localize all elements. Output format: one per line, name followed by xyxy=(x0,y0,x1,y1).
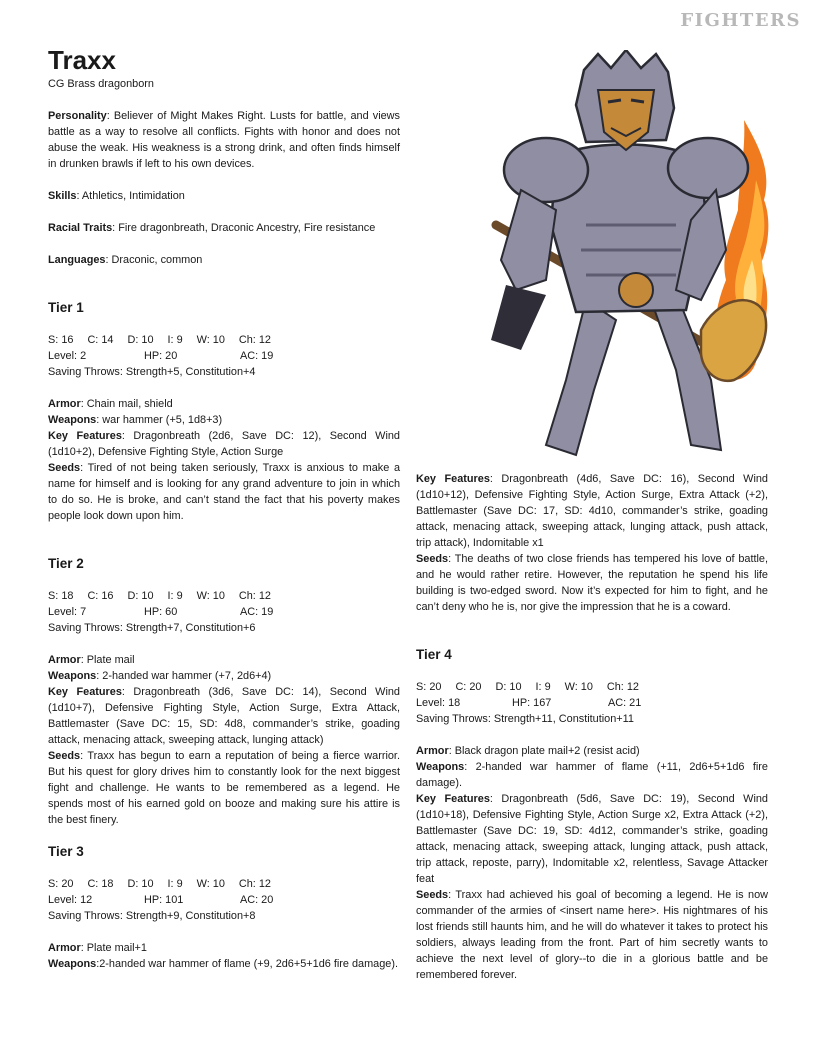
left-leg xyxy=(546,300,616,455)
armor-line xyxy=(48,652,400,668)
tier-title: Tier 4 xyxy=(416,647,452,662)
skills-text: : Athletics, Intimidation xyxy=(76,190,185,202)
saving-throws: Saving Throws: Strength+5, Constitution+4 xyxy=(48,366,256,378)
armor-label: Armor xyxy=(48,398,81,410)
tier-1-section xyxy=(48,300,400,524)
features-line xyxy=(416,791,768,887)
features-line xyxy=(48,428,400,460)
level-row xyxy=(48,604,400,620)
hit-points: HP: 20 xyxy=(144,350,178,362)
personality-label: Personality xyxy=(48,110,107,122)
armor-class: AC: 19 xyxy=(240,350,274,362)
character-name: Traxx xyxy=(48,45,116,75)
stat-con: C: 16 xyxy=(87,590,114,602)
seeds-label: Seeds xyxy=(416,553,449,565)
seeds-text: : Traxx has begun to earn a reputation of being a fierce warrior. But his quest for glory drives him to constantly look for the next biggest fight and challenge. He wants to be remembered as a legend. He spends most of his earned gold on booze and making sure his attire is the best finery. xyxy=(48,750,400,826)
seeds-label: Seeds xyxy=(416,889,449,901)
level-row xyxy=(48,348,400,364)
racial-label: Racial Traits xyxy=(48,222,113,234)
left-gauntlet xyxy=(491,285,546,350)
armor-label: Armor xyxy=(48,942,81,954)
hit-points: HP: 60 xyxy=(144,606,178,618)
seeds-label: Seeds xyxy=(48,462,81,474)
character-subtitle: CG Brass dragonborn xyxy=(48,78,154,90)
armor-class: AC: 21 xyxy=(608,697,642,709)
saving-throws: Saving Throws: Strength+11, Constitution+11 xyxy=(416,713,634,725)
left-column xyxy=(48,44,400,972)
armor-class: AC: 19 xyxy=(240,606,274,618)
armor-label: Armor xyxy=(416,745,449,757)
seeds-text: : The deaths of two close friends has tempered his love of battle, and he would rather retire. However, the reputation he spend his life building is two-edged sword. Now it’s expected for him to fight, and he can’t deny who he is, nor give the impression that he is a coward. xyxy=(416,553,768,613)
left-pauldron xyxy=(504,138,588,202)
stat-int: I: 9 xyxy=(167,590,183,602)
racial-paragraph xyxy=(48,220,400,236)
weapons-text: : war hammer (+5, 1d8+3) xyxy=(96,414,223,426)
features-line xyxy=(48,684,400,748)
languages-label: Languages xyxy=(48,254,106,266)
weapons-label: Weapons xyxy=(416,761,465,773)
features-label: Key Features xyxy=(48,430,122,442)
ability-scores xyxy=(416,679,768,695)
stat-con: C: 14 xyxy=(87,334,114,346)
features-label: Key Features xyxy=(48,686,122,698)
armor-line xyxy=(48,940,400,956)
stat-int: I: 9 xyxy=(167,878,183,890)
hammer-head xyxy=(701,300,766,381)
section-header: FIGHTERS xyxy=(680,10,801,31)
right-fist xyxy=(619,273,653,307)
stat-str: S: 20 xyxy=(416,681,442,693)
stat-int: I: 9 xyxy=(535,681,551,693)
stat-con: C: 18 xyxy=(87,878,114,890)
languages-text: : Draconic, common xyxy=(105,254,203,266)
skills-paragraph xyxy=(48,188,400,204)
stat-cha: Ch: 12 xyxy=(238,334,271,346)
armor-text: : Plate mail xyxy=(80,654,135,666)
stat-int: I: 9 xyxy=(167,334,183,346)
saving-throws: Saving Throws: Strength+9, Constitution+8 xyxy=(48,910,256,922)
features-text: : Dragonbreath (4d6, Save DC: 16), Second Wind (1d10+12), Defensive Fighting Style, Action Surge, Extra Attack (+2), Battlemaster (Save DC: 17, SD: 4d10, commander’s strike, goading attack, menacing attack, sweeping attack, lunging attack, push attack, trip attack), Indomitable x1 xyxy=(416,473,768,549)
racial-text: : Fire dragonbreath, Draconic Ancestry, Fire resistance xyxy=(112,222,376,234)
level: Level: 2 xyxy=(48,350,87,362)
armor-line xyxy=(48,396,400,412)
weapons-text: :2-handed war hammer of flame (+9, 2d6+5+1d6 fire damage). xyxy=(96,958,399,970)
weapons-text: : 2-handed war hammer of flame (+11, 2d6+5+1d6 fire damage). xyxy=(416,761,768,789)
stat-wis: W: 10 xyxy=(196,334,225,346)
weapons-line xyxy=(48,956,400,972)
weapons-text: : 2-handed war hammer (+7, 2d6+4) xyxy=(96,670,272,682)
seeds-text: : Tired of not being taken seriously, Traxx is anxious to make a name for himself and is looking for any grand adventure to join in which to do so. He is broke, and can’t stand the fact that his poverty makes people look down upon him. xyxy=(48,462,400,522)
seeds-line xyxy=(416,887,768,983)
stat-dex: D: 10 xyxy=(127,590,154,602)
features-label: Key Features xyxy=(416,473,490,485)
weapons-line xyxy=(416,759,768,791)
ability-scores xyxy=(48,332,400,348)
stat-str: S: 16 xyxy=(48,334,74,346)
armor-text: : Plate mail+1 xyxy=(80,942,147,954)
seeds-line xyxy=(48,460,400,524)
level-row xyxy=(416,695,768,711)
stat-str: S: 20 xyxy=(48,878,74,890)
skills-label: Skills xyxy=(48,190,77,202)
weapons-line xyxy=(48,668,400,684)
traxx-illustration xyxy=(476,50,772,458)
features-text: : Dragonbreath (5d6, Save DC: 19), Second Wind (1d10+18), Defensive Fighting Style, Action Surge x2, Extra Attack (+2), Battlemaster (Save DC: 19, SD: 4d12, commander’s strike, goading attack, menacing attack, sweeping attack, lunging attack, push attack, trip attack, reposte, parry), Indomitable x2, relentless, Savage Attacker feat xyxy=(416,793,768,885)
weapons-label: Weapons xyxy=(48,958,97,970)
seeds-label: Seeds xyxy=(48,750,81,762)
tier-3-section xyxy=(48,844,400,972)
weapons-line xyxy=(48,412,400,428)
features-text: : Dragonbreath (3d6, Save DC: 14), Second Wind (1d10+7), Defensive Fighting Style, Action Surge, Extra Attack, Battlemaster (Save DC: 15, SD: 4d8, commander’s strike, goading attack, menacing attack, sweeping attack, lunging attack) xyxy=(48,686,400,746)
stat-wis: W: 10 xyxy=(196,590,225,602)
ability-scores xyxy=(48,588,400,604)
ability-scores xyxy=(48,876,400,892)
armor-text: : Black dragon plate mail+2 (resist acid) xyxy=(448,745,640,757)
armor-line xyxy=(416,743,768,759)
hit-points: HP: 167 xyxy=(512,697,552,709)
stat-wis: W: 10 xyxy=(196,878,225,890)
personality-text: : Believer of Might Makes Right. Lusts for battle, and views battle as a way to resolve all conflicts. Fights with honor and does not abuse the weak. His weakness is a strong drink, and often finds himself in drunken brawls if left to his own devices. xyxy=(48,110,400,170)
seeds-text: : Traxx had achieved his goal of becoming a legend. He is now commander of the armies of <insert name here>. His nightmares of his lost friends still haunts him, and he will do whatever it takes to protect his soldiers, always leading from the front. Part of him secretly wants to achieve the next level of glory--to die in a glorious battle and be remembered forever. xyxy=(416,889,768,981)
armor-label: Armor xyxy=(48,654,81,666)
right-column xyxy=(416,471,768,983)
level: Level: 7 xyxy=(48,606,87,618)
stat-con: C: 20 xyxy=(455,681,482,693)
features-line xyxy=(416,471,768,551)
armor-text: : Chain mail, shield xyxy=(80,398,173,410)
level: Level: 12 xyxy=(48,894,93,906)
stat-dex: D: 10 xyxy=(127,334,154,346)
tier-title: Tier 3 xyxy=(48,844,84,859)
stat-cha: Ch: 12 xyxy=(238,590,271,602)
tier-4-section xyxy=(416,647,768,983)
tier-3-continued xyxy=(416,471,768,615)
stat-cha: Ch: 12 xyxy=(606,681,639,693)
seeds-line xyxy=(48,748,400,828)
stat-cha: Ch: 12 xyxy=(238,878,271,890)
level-row xyxy=(48,892,400,908)
saving-throws: Saving Throws: Strength+7, Constitution+6 xyxy=(48,622,256,634)
stat-str: S: 18 xyxy=(48,590,74,602)
armor-class: AC: 20 xyxy=(240,894,274,906)
level: Level: 18 xyxy=(416,697,461,709)
right-pauldron xyxy=(668,138,748,198)
weapons-label: Weapons xyxy=(48,670,97,682)
hit-points: HP: 101 xyxy=(144,894,184,906)
stat-wis: W: 10 xyxy=(564,681,593,693)
features-label: Key Features xyxy=(416,793,490,805)
languages-paragraph xyxy=(48,252,400,268)
tier-title: Tier 2 xyxy=(48,556,84,571)
seeds-line xyxy=(416,551,768,615)
tier-2-section xyxy=(48,556,400,828)
tier-title: Tier 1 xyxy=(48,300,84,315)
personality-paragraph xyxy=(48,108,400,172)
features-text: : Dragonbreath (2d6, Save DC: 12), Second Wind (1d10+2), Defensive Fighting Style, Action Surge xyxy=(48,430,400,458)
weapons-label: Weapons xyxy=(48,414,97,426)
left-arm xyxy=(501,190,556,290)
stat-dex: D: 10 xyxy=(495,681,522,693)
stat-dex: D: 10 xyxy=(127,878,154,890)
